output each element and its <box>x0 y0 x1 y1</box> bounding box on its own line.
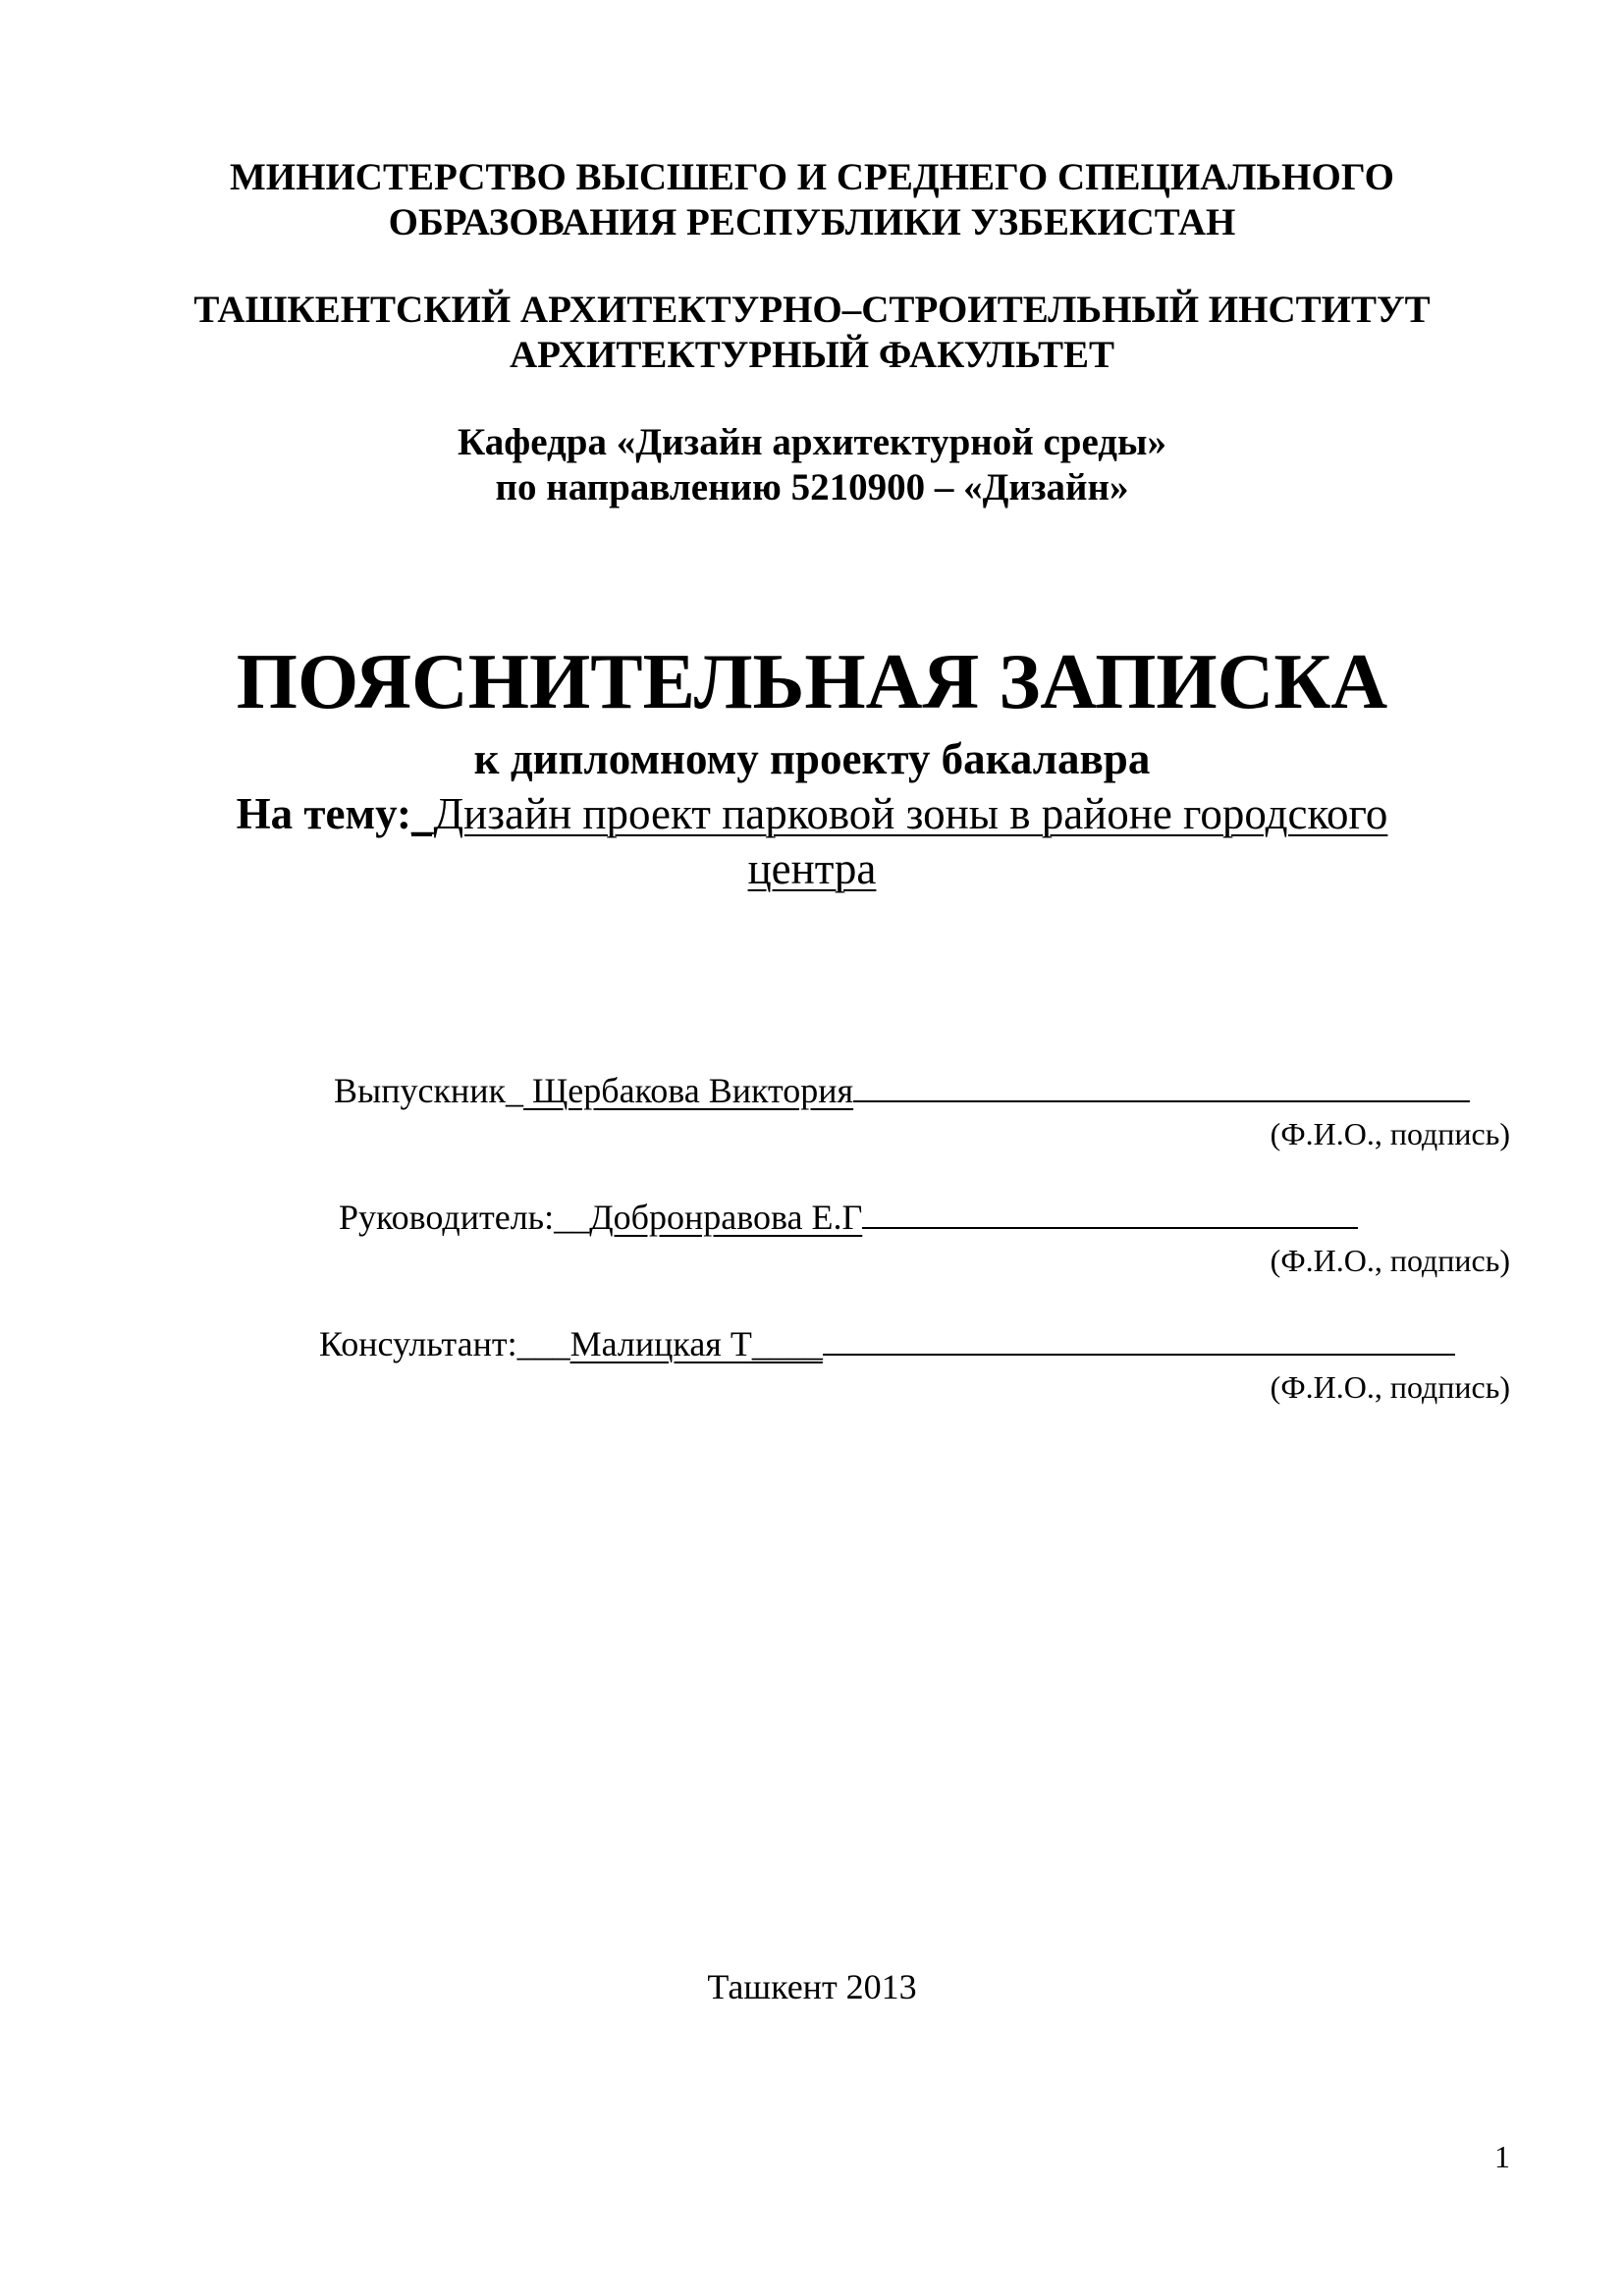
supervisor-label: Руководитель:__ <box>339 1198 590 1237</box>
theme-text-2: центра <box>747 844 877 893</box>
document-subtitle: к дипломному проекту бакалавра <box>473 734 1151 783</box>
page-number: 1 <box>1494 2139 1510 2174</box>
theme-text-1: _Дизайн проект парковой зоны в районе городского <box>410 789 1388 838</box>
supervisor-note: (Ф.И.О., подпись) <box>1270 1243 1510 1278</box>
graduate-signature-line <box>853 1067 1470 1102</box>
faculty-line: АРХИТЕКТУРНЫЙ ФАКУЛЬТЕТ <box>509 334 1115 376</box>
consultant-row <box>319 1320 1455 1365</box>
theme-line-1 <box>0 787 1624 840</box>
ministry-line-2: ОБРАЗОВАНИЯ РЕСПУБЛИКИ УЗБЕКИСТАН <box>388 201 1236 243</box>
institute-line-1: ТАШКЕНТСКИЙ АРХИТЕКТУРНО–СТРОИТЕЛЬНЫЙ ИНСТИТУТ <box>193 289 1431 331</box>
department-line: Кафедра «Дизайн архитектурной среды» <box>458 421 1166 463</box>
document-title: ПОЯСНИТЕЛЬНАЯ ЗАПИСКА <box>236 639 1388 725</box>
city-year: Ташкент 2013 <box>707 1967 917 2006</box>
consultant-label: Консультант:___ <box>319 1324 570 1363</box>
consultant-note: (Ф.И.О., подпись) <box>1270 1369 1510 1405</box>
theme-line-2 <box>0 842 1624 895</box>
theme-label: На тему: <box>236 789 411 838</box>
supervisor-row <box>339 1194 1358 1239</box>
consultant-name: Малицкая Т____ <box>569 1324 823 1363</box>
supervisor-name: Добронравова Е.Г <box>589 1198 863 1237</box>
graduate-row <box>334 1067 1470 1112</box>
direction-line: по направлению 5210900 – «Дизайн» <box>495 466 1129 508</box>
consultant-signature-line <box>823 1320 1455 1356</box>
supervisor-signature-line <box>862 1194 1358 1229</box>
ministry-line-1: МИНИСТЕРСТВО ВЫСШЕГО И СРЕДНЕГО СПЕЦИАЛЬНОГО <box>229 156 1395 198</box>
graduate-name: Щербакова Виктория <box>522 1071 854 1110</box>
graduate-note: (Ф.И.О., подпись) <box>1270 1116 1510 1151</box>
graduate-label: Выпускник_ <box>334 1071 523 1110</box>
